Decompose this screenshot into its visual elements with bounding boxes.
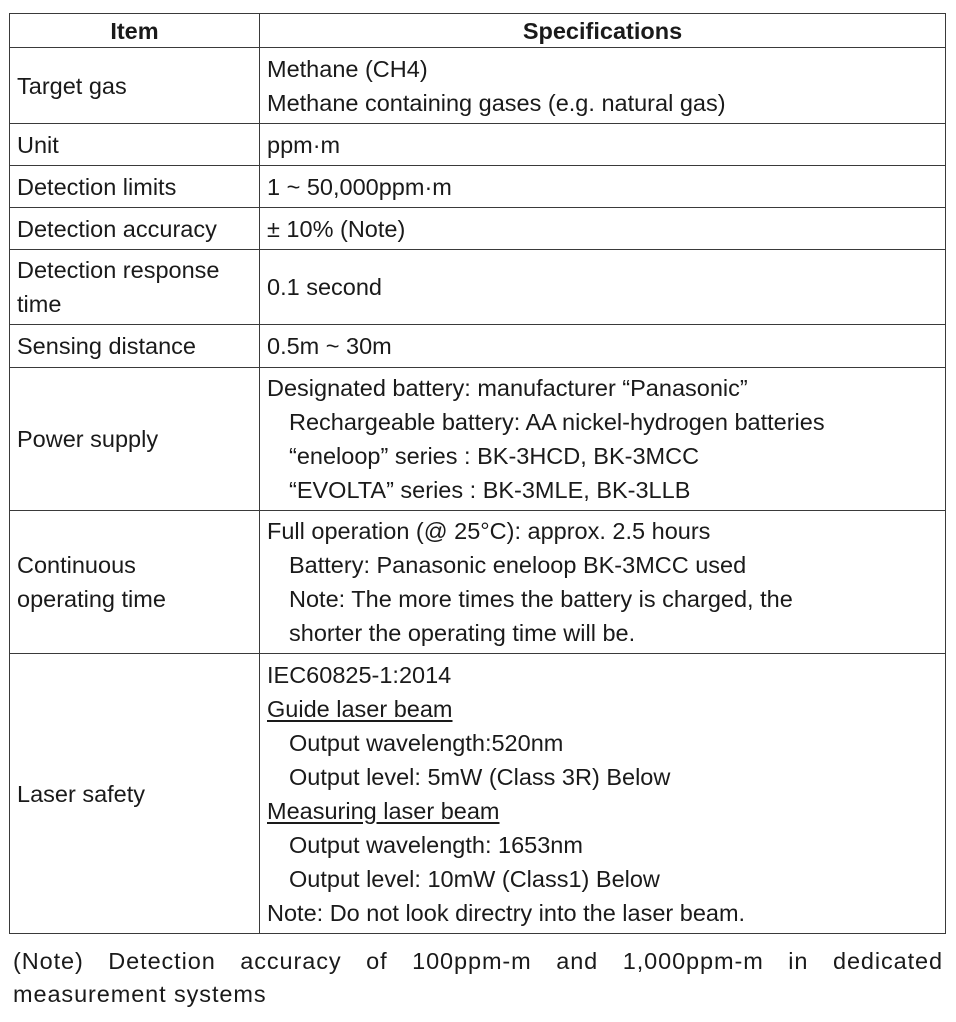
table-row-detection-accuracy — [10, 208, 946, 250]
guide-laser-beam-heading: Guide laser beam — [267, 695, 453, 722]
row-label-response-time — [10, 250, 260, 325]
spec-line: Battery: Panasonic eneloop BK-3MCC used — [289, 552, 747, 578]
table-row-target-gas — [10, 48, 946, 124]
row-value-laser-safety — [260, 654, 946, 934]
spec-line: Designated battery: manufacturer “Panasonic” — [267, 375, 748, 401]
spec-line: shorter the operating time will be. — [289, 620, 636, 646]
row-label-laser-safety: Laser safety — [10, 654, 260, 934]
header-item: Item — [10, 14, 260, 48]
row-label-unit: Unit — [10, 124, 260, 166]
table-row-sensing-distance — [10, 325, 946, 368]
table-header-row — [10, 14, 946, 48]
specifications-table — [9, 13, 946, 934]
spec-line: Rechargeable battery: AA nickel-hydrogen batteries — [289, 409, 825, 435]
table-row-response-time — [10, 250, 946, 325]
spec-line: Output wavelength:520nm — [289, 729, 564, 756]
row-value-detection-limits: 1 ~ 50,000ppm·m — [260, 166, 946, 208]
spec-line: Methane (CH4) — [267, 55, 428, 82]
table-row-power-supply — [10, 368, 946, 511]
spec-line: Output level: 5mW (Class 3R) Below — [289, 763, 671, 790]
spec-line: IEC60825-1:2014 — [267, 661, 452, 688]
table-row-continuous-operating-time — [10, 511, 946, 654]
row-label-target-gas: Target gas — [10, 48, 260, 124]
row-value-unit: ppm·m — [260, 124, 946, 166]
row-value-power-supply — [260, 368, 946, 511]
spec-line: Note: The more times the battery is charged, the — [289, 586, 793, 612]
spec-line: Output level: 10mW (Class1) Below — [289, 865, 660, 892]
row-value-continuous-operating-time — [260, 511, 946, 654]
table-row-unit — [10, 124, 946, 166]
row-label-line: Detection response — [17, 257, 220, 283]
row-label-detection-limits: Detection limits — [10, 166, 260, 208]
footnote: (Note) Detection accuracy of 100ppm-m and 1,000ppm-m in dedicated measurement systems — [13, 948, 943, 1007]
row-value-target-gas — [260, 48, 946, 124]
table-row-detection-limits — [10, 166, 946, 208]
table-row-laser-safety — [10, 654, 946, 934]
spec-line: Note: Do not look directry into the laser beam. — [267, 899, 746, 926]
spec-line: “EVOLTA” series : BK-3MLE, BK-3LLB — [289, 477, 691, 503]
spec-line: “eneloop” series : BK-3HCD, BK-3MCC — [289, 443, 700, 469]
row-label-line: operating time — [17, 586, 166, 612]
row-label-line: Continuous — [17, 552, 136, 578]
row-value-detection-accuracy: ± 10% (Note) — [260, 208, 946, 250]
row-label-continuous-operating-time — [10, 511, 260, 654]
row-value-sensing-distance: 0.5m ~ 30m — [260, 325, 946, 368]
measuring-laser-beam-heading: Measuring laser beam — [267, 797, 500, 824]
row-label-detection-accuracy: Detection accuracy — [10, 208, 260, 250]
spec-line: Full operation (@ 25°C): approx. 2.5 hours — [267, 518, 711, 544]
row-label-power-supply: Power supply — [10, 368, 260, 511]
spec-line: Output wavelength: 1653nm — [289, 831, 583, 858]
row-value-response-time: 0.1 second — [260, 250, 946, 325]
spec-line: Methane containing gases (e.g. natural gas) — [267, 89, 726, 116]
row-label-line: time — [17, 291, 62, 317]
header-specifications: Specifications — [260, 14, 946, 48]
row-label-sensing-distance: Sensing distance — [10, 325, 260, 368]
